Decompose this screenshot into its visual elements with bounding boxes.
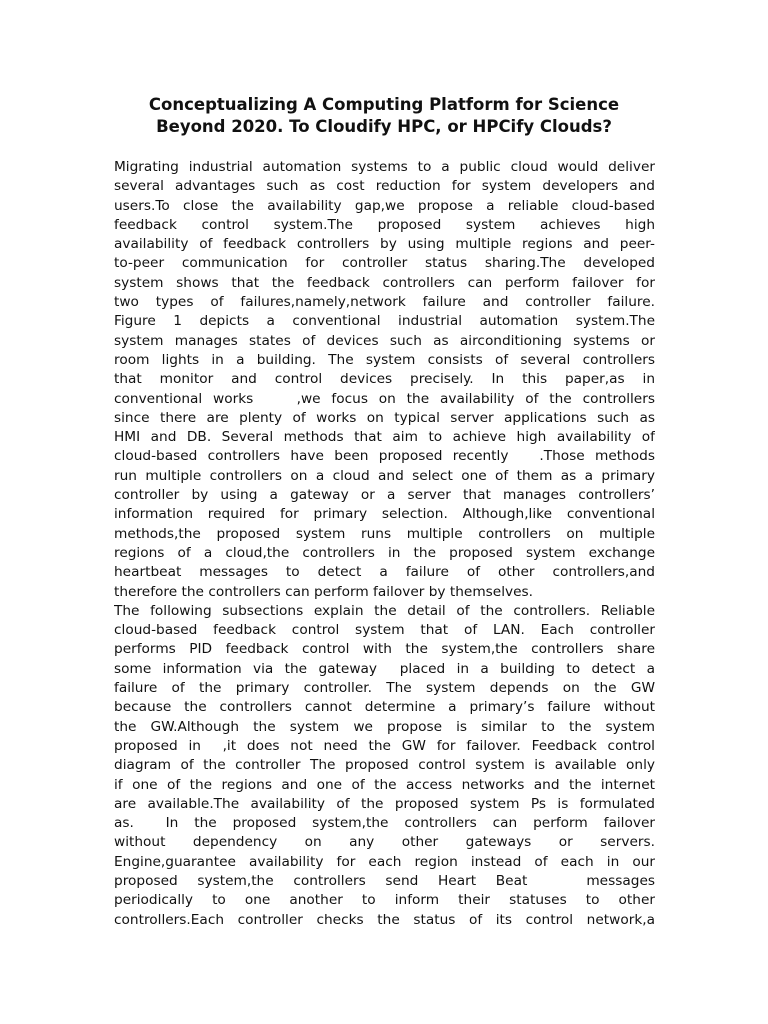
text-line: system manages states of devices such as airconditioning systems or <box>114 332 655 349</box>
text-line: heartbeat messages to detect a failure of other controllers,and <box>114 564 655 581</box>
text-line: cloud-based controllers have been proposed recently .Those methods <box>114 448 655 465</box>
text-line: since there are plenty of works on typical server applications such as <box>114 409 655 426</box>
text-line: some information via the gateway placed in a building to detect a <box>114 660 655 677</box>
text-line: as. In the proposed system,the controllers can perform failover <box>114 815 655 832</box>
paragraph-1 <box>114 158 655 602</box>
paragraph-2 <box>114 602 655 930</box>
text-line: the GW.Although the system we propose is similar to the system <box>114 718 655 735</box>
title-line: Conceptualizing A Computing Platform for Science <box>148 95 620 114</box>
text-line: Engine,guarantee availability for each region instead of each in our <box>114 853 655 870</box>
document-body <box>114 158 655 930</box>
document-title <box>114 94 654 138</box>
text-line: two types of failures,namely,network failure and controller failure. <box>114 294 655 311</box>
text-line: proposed system,the controllers send Heart Beat messages <box>114 872 655 889</box>
text-line: conventional works ,we focus on the availability of the controllers <box>114 390 655 407</box>
text-line: methods,the proposed system runs multiple controllers on multiple <box>114 525 655 542</box>
text-line: that monitor and control devices precisely. In this paper,as in <box>114 371 655 388</box>
text-line: feedback control system.The proposed system achieves high <box>114 216 655 233</box>
text-line: controllers.Each controller checks the status of its control network,a <box>114 911 655 928</box>
text-line: periodically to one another to inform their statuses to other <box>114 892 655 909</box>
title-line: Beyond 2020. To Cloudify HPC, or HPCify Clouds? <box>156 117 612 136</box>
text-line: to-peer communication for controller status sharing.The developed <box>114 255 655 272</box>
text-line: performs PID feedback control with the system,the controllers share <box>114 641 655 658</box>
text-line: run multiple controllers on a cloud and select one of them as a primary <box>114 467 655 484</box>
text-line: failure of the primary controller. The system depends on the GW <box>114 680 655 697</box>
text-line: Migrating industrial automation systems to a public cloud would deliver <box>114 159 655 175</box>
text-line: cloud-based feedback control system that of LAN. Each controller <box>114 622 655 639</box>
text-line: are available.The availability of the proposed system Ps is formulated <box>114 795 655 812</box>
text-line: Figure 1 depicts a conventional industrial automation system.The <box>114 313 655 330</box>
text-line: information required for primary selection. Although,like conventional <box>114 506 655 523</box>
text-line: room lights in a building. The system consists of several controllers <box>114 351 655 368</box>
text-line: proposed in ,it does not need the GW for failover. Feedback control <box>114 737 655 754</box>
text-line: availability of feedback controllers by using multiple regions and peer- <box>114 236 655 253</box>
text-line: controller by using a gateway or a server that manages controllers’ <box>114 487 655 504</box>
text-line: system shows that the feedback controllers can perform failover for <box>114 274 655 291</box>
text-line: because the controllers cannot determine a primary’s failure without <box>114 699 655 716</box>
text-line: HMI and DB. Several methods that aim to achieve high availability of <box>114 429 655 446</box>
text-line: therefore the controllers can perform failover by themselves. <box>114 583 534 600</box>
text-line: The following subsections explain the detail of the controllers. Reliable <box>114 602 655 619</box>
text-line: if one of the regions and one of the access networks and the internet <box>114 776 655 793</box>
text-line: regions of a cloud,the controllers in the proposed system exchange <box>114 544 655 561</box>
text-line: without dependency on any other gateways or servers. <box>114 834 655 851</box>
text-line: users.To close the availability gap,we propose a reliable cloud-based <box>114 197 655 214</box>
text-line: diagram of the controller The proposed control system is available only <box>114 757 655 774</box>
text-line: several advantages such as cost reduction for system developers and <box>114 178 655 195</box>
